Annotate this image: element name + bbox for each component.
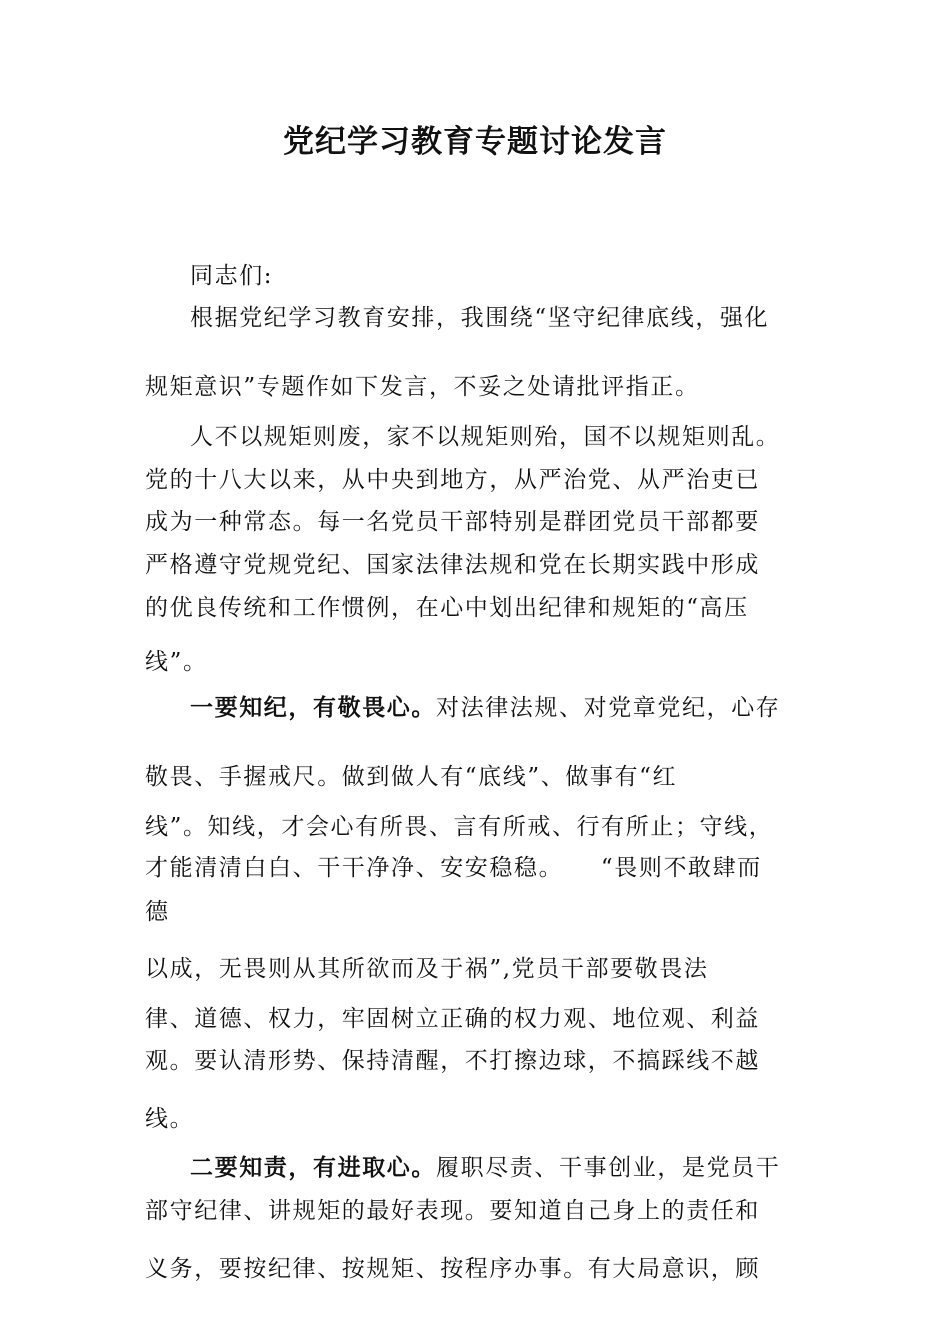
section1-line-6: 以成，无畏则从其所欲而及于祸”,党员干部要敬畏法 — [145, 956, 709, 982]
section2-line-1: 履职尽责、干事创业，是党员干 — [436, 1155, 781, 1181]
section2-line-3: 义务，要按纪律、按规矩、按程序办事。有大局意识，顾 — [145, 1256, 760, 1282]
para1-line-2: 党的十八大以来，从中央到地方，从严治党、从严治吏已 — [145, 467, 760, 493]
para1-line-3: 成为一种常态。每一名党员干部特别是群团党员干部都要 — [145, 509, 760, 535]
intro-line-1: 根据党纪学习教育安排，我围绕“坚守纪律底线，强化 — [190, 305, 770, 331]
section1-first-line — [190, 693, 780, 723]
document-title: 党纪学习教育专题讨论发言 — [283, 124, 667, 160]
section1-line-3: 线”。知线，才会心有所畏、言有所戒、行有所止；守线， — [145, 814, 774, 840]
para1-line-4: 严格遵守党规党纪、国家法律法规和党在长期实践中形成 — [145, 552, 760, 578]
section1-line-1: 对法律法规、对党章党纪，心存 — [436, 695, 781, 721]
section1-line-4: 才能清清白白、干干净净、安安稳稳。 “畏则不敢肆而 — [145, 855, 762, 881]
para1-line-5: 的优良传统和工作惯例，在心中划出纪律和规矩的“高压 — [145, 595, 749, 621]
section1-line-8: 观。要认清形势、保持清醒，不打擦边球，不搞踩线不越 — [145, 1048, 760, 1074]
intro-line-2: 规矩意识”专题作如下发言，不妥之处请批评指正。 — [145, 374, 700, 400]
para1-line-1: 人不以规矩则废，家不以规矩则殆，国不以规矩则乱。 — [190, 424, 781, 450]
section2-heading: 二要知责，有进取心。 — [190, 1155, 436, 1181]
section1-heading: 一要知纪，有敬畏心。 — [190, 695, 436, 721]
section2-line-2: 部守纪律、讲规矩的最好表现。要知道自己身上的责任和 — [145, 1198, 760, 1224]
section1-line-7: 律、道德、权力，牢固树立正确的权力观、地位观、利益 — [145, 1006, 760, 1032]
section1-line-2: 敬畏、手握戒尺。做到做人有“底线”、做事有“红 — [145, 764, 678, 790]
salutation: 同志们: — [190, 263, 274, 289]
section2-first-line — [190, 1153, 780, 1183]
para1-line-6: 线”。 — [145, 649, 208, 675]
section1-line-5: 德 — [145, 899, 170, 925]
section1-line-9: 线。 — [145, 1106, 195, 1132]
